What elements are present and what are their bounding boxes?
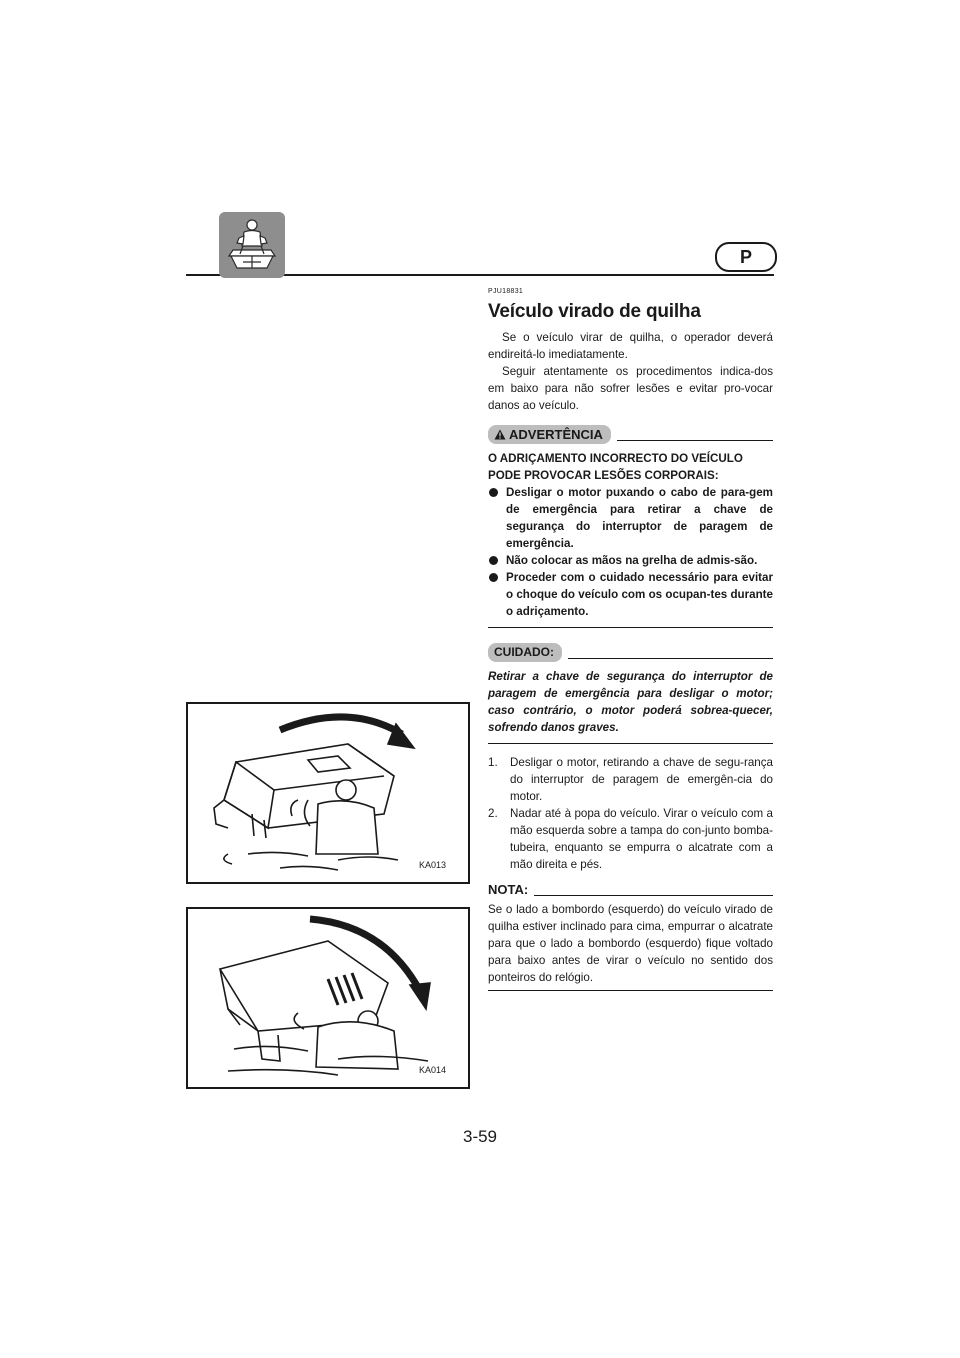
warning-label-rule (617, 440, 773, 441)
warning-item: Proceder com o cuidado necessário para evitar o choque do veículo com os ocupan-tes durante o adriçamento. (488, 569, 773, 620)
note-text: Se o lado a bombordo (esquerdo) do veículo virado de quilha estiver inclinado para cima, empurrar o alcatrate para que o lado a bombordo (esquerdo) fique voltado para baixo antes de virar o veículo no sentido dos ponteiros do relógio. (488, 903, 773, 984)
warning-item: Desligar o motor puxando o cabo de para-gem de emergência para retirar a chave de segurança do interruptor de paragem de emergência. (488, 484, 773, 552)
warning-label-text: ADVERTÊNCIA (509, 426, 603, 442)
step-item: 2. Nadar até à popa do veículo. Virar o veículo com a mão esquerda sobre a tampa do con-junto bomba-tubeira, enquanto se empurra o alcatrate com a mão direita e pés. (488, 807, 773, 871)
capsize-righting-illustration-2 (188, 909, 468, 1087)
figure-code: KA014 (418, 1065, 446, 1075)
caution-end-rule (488, 743, 773, 744)
steps-list (488, 754, 773, 873)
caution-label-rule (568, 658, 773, 659)
figure-ka013 (186, 702, 470, 884)
intro-paragraph-1: Se o veículo virar de quilha, o operador deverá endireitá-lo imediatamente. (488, 331, 773, 361)
intro-paragraph-2: Seguir atentamente os procedimentos indica-dos em baixo para não sofrer lesões e evitar pro-vocar danos ao veículo. (488, 365, 773, 412)
watercraft-rider-icon (219, 212, 285, 278)
section-title: Veículo virado de quilha (488, 301, 701, 322)
capsize-righting-illustration-1 (188, 704, 468, 882)
warning-label (488, 425, 611, 444)
note-end-rule (488, 990, 773, 991)
warning-list (488, 484, 773, 620)
warning-item: Não colocar as mãos na grelha de admis-são. (488, 552, 773, 569)
figure-code: KA013 (418, 860, 446, 870)
warning-end-rule (488, 627, 773, 628)
bullet-icon (489, 556, 498, 565)
caution-label: CUIDADO: (488, 643, 562, 662)
content-column (488, 288, 773, 991)
bullet-icon (489, 488, 498, 497)
page-number: 3-59 (462, 1127, 498, 1146)
warning-triangle-icon (494, 429, 506, 440)
warning-label-row (488, 424, 773, 444)
caution-label-row (488, 642, 773, 662)
warning-heading: O ADRIÇAMENTO INCORRECTO DO VEÍCULO PODE PROVOCAR LESÕES CORPORAIS: (488, 452, 743, 482)
caution-text: Retirar a chave de segurança do interruptor de paragem de emergência para desligar o motor; caso contrário, o motor poderá sobrea-quecer, sofrendo danos graves. (488, 670, 773, 734)
note-label: NOTA: (488, 881, 529, 897)
language-badge: P (715, 242, 777, 272)
note-label-rule (534, 895, 773, 896)
figure-ka014 (186, 907, 470, 1089)
step-item: 1. Desligar o motor, retirando a chave de segu-rança do interruptor de paragem de emergên-cia do motor. (488, 756, 773, 803)
section-ref-code: PJU18831 (488, 288, 524, 295)
note-label-row (488, 879, 773, 899)
bullet-icon (489, 573, 498, 582)
